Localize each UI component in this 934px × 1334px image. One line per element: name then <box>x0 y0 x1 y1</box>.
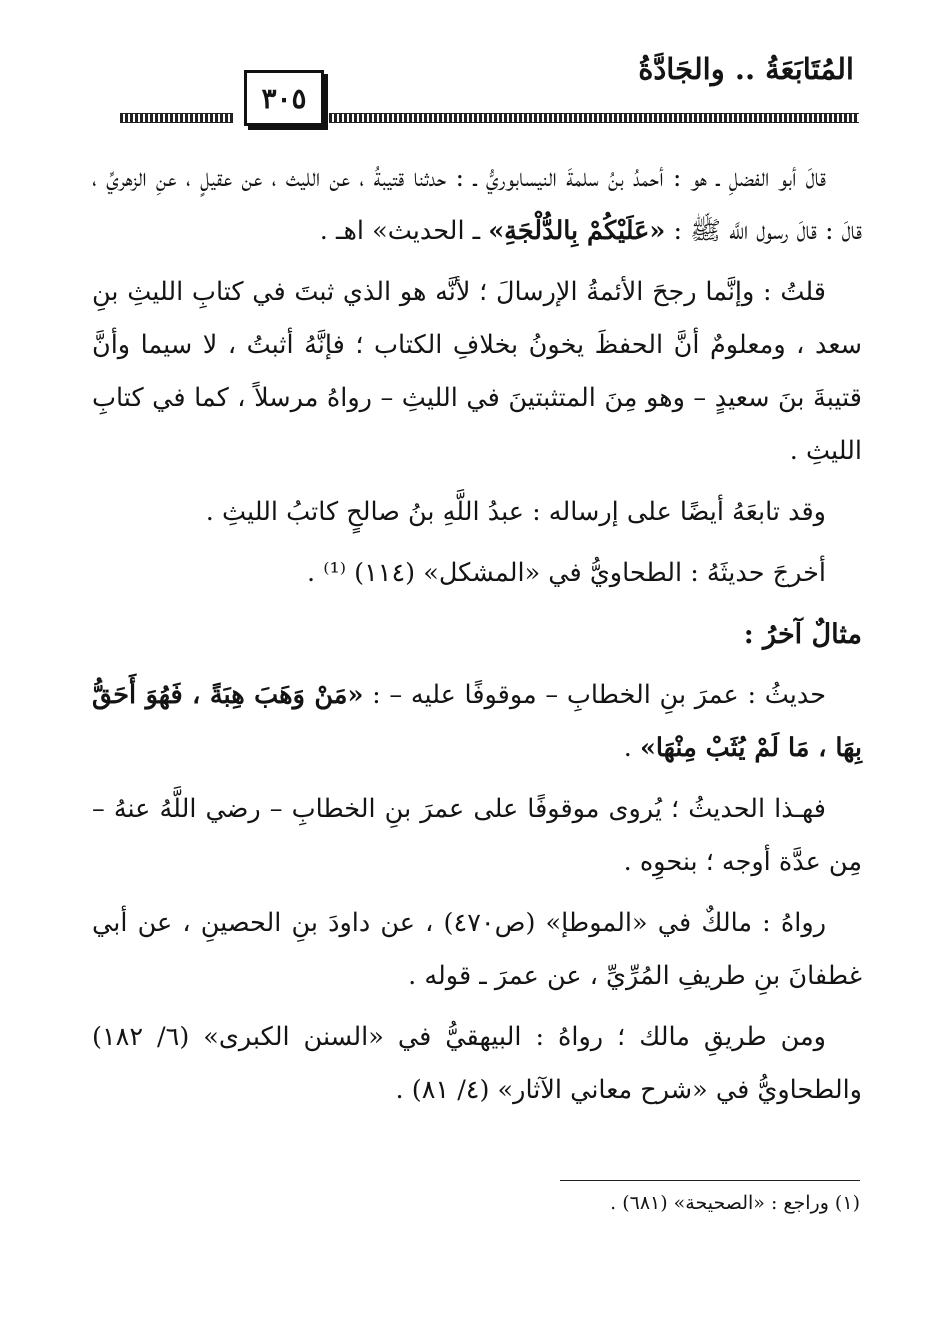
paragraph-malik: رواهُ : مالكٌ في «الموطإ» (ص٤٧٠) ، عن داودَ بنِ الحصينِ ، عن أبي غطفانَ بنِ طريفِ المُرِّيِّ ، عن عمرَ ـ قوله . <box>92 908 862 991</box>
running-title: المُتَابَعَةُ .. والجَادَّةُ <box>638 52 854 86</box>
hadith-quote-example: «مَنْ وَهَبَ هِبَةً ، فَهُوَ أَحَقُّ بِهَا ، مَا لَمْ يُثَبْ مِنْهَا» <box>92 680 862 763</box>
paragraph-isnad <box>92 152 862 258</box>
header-rule-right <box>329 113 859 123</box>
hadith-quote: «عَلَيْكُمْ بِالدُّلْجَةِ» <box>488 216 666 246</box>
header-rule-left <box>120 113 233 123</box>
paragraph-example-hadith <box>92 669 862 775</box>
paragraph-bayhaqi: ومن طريقِ مالك ؛ رواهُ : البيهقيُّ في «السنن الكبرى» (٦/ ١٨٢) والطحاويُّ في «شرح معاني الآثار» (٤/ ٨١) . <box>92 1022 862 1105</box>
section-heading: مثالٌ آخرُ : <box>743 619 862 650</box>
paragraph-example-tail: . <box>623 733 632 763</box>
paragraph-example-intro: حديثُ : عمرَ بنِ الخطابِ – موقوفًا عليه – : <box>372 680 827 710</box>
footnote-separator <box>560 1180 860 1181</box>
paragraph-takhrij: أخرجَ حديثَهُ : الطحاويُّ في «المشكل» (١١٤) ⁽¹⁾ . <box>307 558 826 588</box>
paragraph-mutabaah: وقد تابعَهُ أيضًا على إرساله : عبدُ اللَّهِ بنُ صالحٍ كاتبُ الليثِ . <box>205 497 826 527</box>
paragraph-mawquf: فهـذا الحديثُ ؛ يُروى موقوفًا على عمرَ بنِ الخطابِ – رضي اللَّهُ عنهُ – مِن عدَّة أوجه ؛ بنحوِه . <box>92 794 862 877</box>
paragraph-commentary: قلتُ : وإنَّما رجحَ الأئمةُ الإرسالَ ؛ لأنَّه هو الذي ثبتَ في كتابِ الليثِ بنِ سعد ، ومعلومٌ أنَّ الحفظَ يخونُ بخلافِ الكتاب ؛ فإنَّهُ أثبتُ ، لا سيما وأنَّ قتيبةَ بنَ سعيدٍ – وهو مِنَ المتثبتينَ في الليثِ – رواهُ مرسلاً ، كما في كتابِ الليثِ . <box>92 277 862 466</box>
paragraph-isnad-tail: ـ الحديث» اهـ . <box>319 216 481 246</box>
main-text <box>92 152 862 1125</box>
paragraph-isnad-text: قالَ أبو الفضلِ ـ هو : أحمدُ بنُ سلمةَ النيسابوريُّ ـ : حدثنا قتيبةُ ، عن الليث ، عن عقيلٍ ، عنِ الزهريِّ ، قالَ : قالَ رسول اللَّه ﷺ : <box>92 163 862 246</box>
footnote: (١) وراجع : «الصحيحة» (٦٨١) . <box>610 1192 860 1214</box>
page-number: ٣٠٥ <box>244 70 324 126</box>
